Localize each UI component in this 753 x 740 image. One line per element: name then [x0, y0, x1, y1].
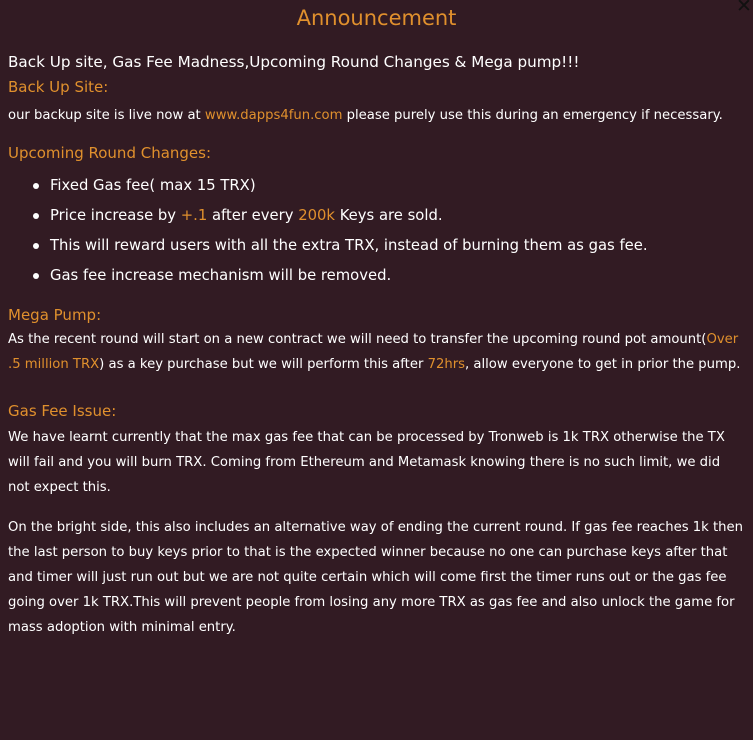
changes-item: Fixed Gas fee( max 15 TRX): [50, 171, 745, 201]
mega-pump-text: [8, 327, 745, 377]
changes-item-text: Keys are sold.: [335, 207, 443, 224]
mega-pump-section: [8, 305, 745, 377]
backup-heading: Back Up Site:: [8, 78, 109, 96]
close-icon[interactable]: ✕: [736, 0, 752, 17]
gas-fee-paragraph: On the bright side, this also includes an alternative way of ending the current round. If gas fee reaches 1k then the last person to buy keys prior to that is the expected winner because no one can purchase keys after that and timer will just run out but we are not quite certain which will come first the timer runs out or the gas fee going over 1k TRX.This will prevent people from losing any more TRX as gas fee and also unlock the game for mass adoption with minimal entry.: [8, 520, 744, 635]
changes-item: Gas fee increase mechanism will be removed.: [50, 261, 745, 291]
gas-fee-paragraph: We have learnt currently that the max gas fee that can be processed by Tronweb is 1k TRX otherwise the TX will fail and you will burn TRX. Coming from Ethereum and Metamask knowing there is no such limit, we did not expect this.: [8, 430, 725, 495]
pot-amount-value: Over .5 million TRX: [8, 332, 739, 372]
changes-item: This will reward users with all the extra TRX, instead of burning them as gas fee.: [50, 231, 745, 261]
changes-heading: Upcoming Round Changes:: [8, 144, 212, 162]
mega-pump-heading: Mega Pump:: [8, 306, 102, 324]
mega-pump-text-b: ) as a key purchase but we will perform this after: [99, 357, 428, 372]
backup-section: [8, 77, 745, 128]
changes-item-text: Price increase by: [50, 207, 181, 224]
backup-text-before: our backup site is live now at: [8, 108, 205, 123]
changes-list: [8, 171, 745, 291]
mega-pump-text-a: As the recent round will start on a new contract we will need to transfer the upcoming round pot amount(: [8, 332, 707, 347]
backup-site-link[interactable]: www.dapps4fun.com: [204, 108, 343, 123]
changes-section: [8, 143, 745, 291]
gas-fee-heading: Gas Fee Issue:: [8, 402, 117, 420]
gas-fee-section: [8, 401, 745, 640]
changes-item-text: after every: [207, 207, 299, 224]
delay-hours-value: 72hrs: [427, 357, 465, 372]
announcement-headline: Back Up site, Gas Fee Madness,Upcoming Round Changes & Mega pump!!!: [8, 53, 580, 71]
price-increment-value: +.1: [180, 207, 208, 224]
backup-text-after: please purely use this during an emergency if necessary.: [342, 108, 723, 123]
changes-item: [50, 201, 745, 231]
keys-threshold-value: 200k: [298, 207, 335, 224]
mega-pump-text-c: , allow everyone to get in prior the pump.: [465, 357, 741, 372]
modal-title: Announcement: [296, 6, 457, 30]
backup-text: [8, 103, 745, 128]
